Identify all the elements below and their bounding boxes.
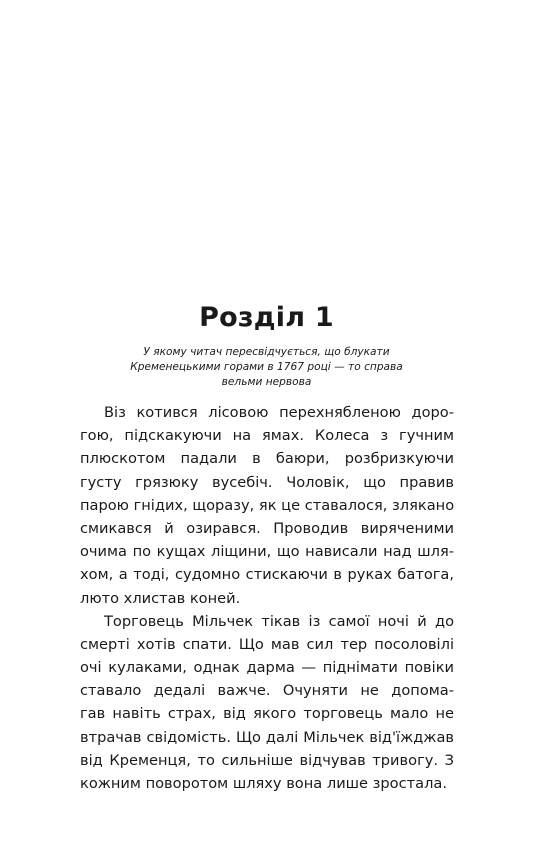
text-line: очима по кущах ліщини, що нависали над шля-	[80, 543, 454, 561]
chapter-title: Розділ 1	[199, 302, 334, 333]
text-line: гав навіть страх, від якого торговець мало не	[80, 705, 454, 723]
text-line: ставало дедалі важче. Очуняти не допома-	[80, 682, 454, 700]
text-line: кожним поворотом шляху вона лише зростала.	[80, 775, 447, 792]
paragraph-2	[80, 610, 454, 796]
chapter-epigraph	[100, 345, 433, 390]
text-line: від Кременця, то сильніше відчував тривогу. З	[80, 751, 454, 769]
paragraph-1	[80, 401, 454, 610]
text-line: Віз котився лісовою перехнябленою доро-	[104, 404, 454, 421]
text-line: хом, а тоді, судомно стискаючи в руках батога,	[80, 566, 454, 584]
text-line: густу грязюку вусебіч. Чоловік, що правив	[80, 473, 454, 491]
text-line: гою, підскакуючи на ямах. Колеса з гучним	[80, 427, 454, 445]
text-line: смерті хотів спати. Що мав сил тер посоловілі	[80, 635, 454, 653]
text-line: очі кулаками, однак дарма — піднімати повіки	[80, 659, 454, 677]
epigraph-line: вельми нервова	[221, 376, 312, 388]
text-line: парою гнідих, щоразу, як це ставалося, злякано	[80, 496, 454, 514]
epigraph-line: Кременецькими горами в 1767 році — то справа	[130, 361, 403, 373]
text-line: смикався й озирався. Проводив виряченими	[80, 519, 454, 537]
epigraph-line: У якому читач пересвідчується, що блукати	[143, 346, 390, 358]
text-line: Торговець Мільчек тікав із самої ночі й до	[104, 612, 454, 630]
text-line: втрачав свідомість. Що далі Мільчек від'їжджав	[80, 728, 454, 746]
chapter-body	[80, 401, 454, 795]
text-line: люто хлистав коней.	[80, 589, 241, 607]
text-line: плюскотом падали в баюри, розбризкуючи	[80, 450, 454, 468]
